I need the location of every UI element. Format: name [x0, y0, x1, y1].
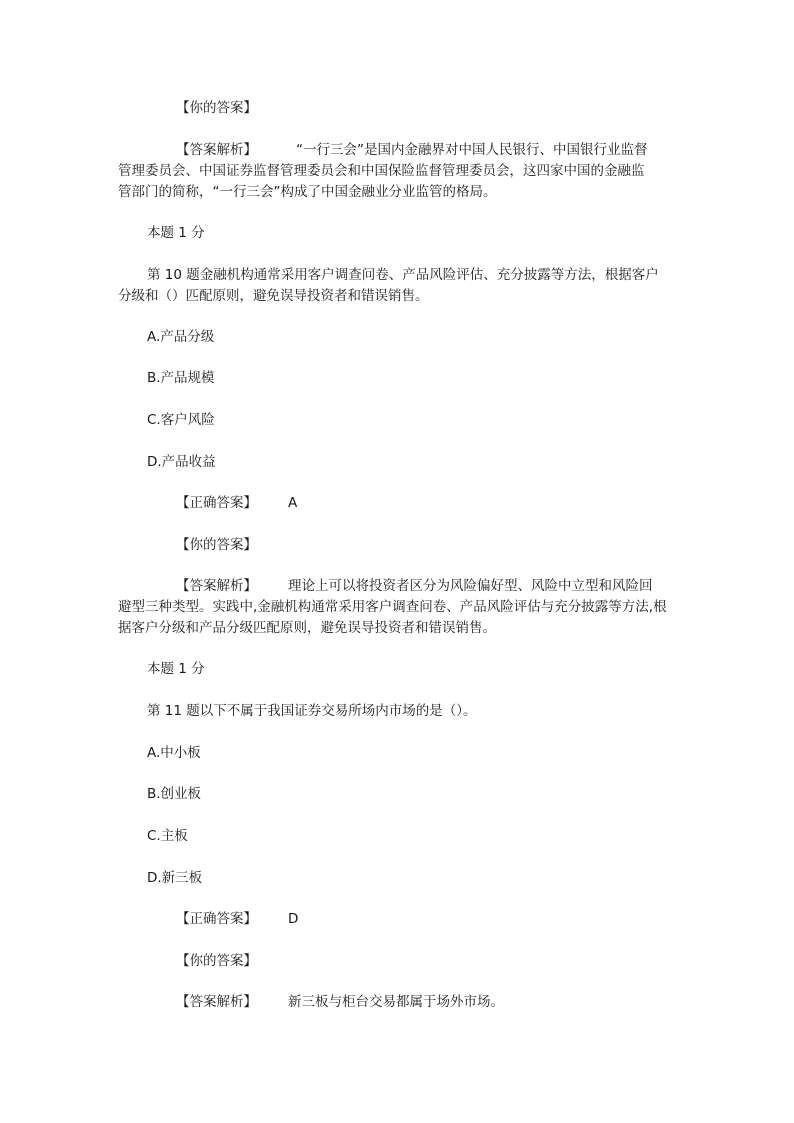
question-score: 本题 1 分: [147, 661, 205, 677]
answer-analysis-continued: 管理委员会、中国证券监督管理委员会和中国保险监督管理委员会，这四家中国的金融监: [118, 163, 645, 179]
answer-analysis-text: “一行三会”是国内金融界对中国人民银行、中国银行业监督: [296, 142, 648, 158]
question-text: 第 11 题以下不属于我国证券交易所场内市场的是（）。: [147, 703, 477, 719]
correct-answer-label: 【正确答案】: [176, 911, 257, 927]
answer-analysis-label: 【答案解析】: [176, 142, 257, 158]
option-a: A.产品分级: [147, 329, 215, 345]
answer-analysis-continued: 管部门的简称，“一行三会”构成了中国金融业分业监管的格局。: [118, 184, 497, 200]
your-answer-label: 【你的答案】: [176, 537, 257, 553]
correct-answer-row: [176, 909, 298, 929]
your-answer-label: 【你的答案】: [176, 953, 257, 969]
answer-analysis-row: [176, 140, 648, 160]
option-a: A.中小板: [147, 745, 201, 761]
answer-analysis-continued: 据客户分级和产品分级匹配原则，避免误导投资者和错误销售。: [118, 620, 496, 636]
answer-analysis-continued: 避型三种类型。实践中,金融机构通常采用客户调查问卷、产品风险评估与充分披露等方法,根: [118, 599, 667, 615]
correct-answer-value: A: [288, 495, 298, 511]
question-text: 第 10 题金融机构通常采用客户调查问卷、产品风险评估、充分披露等方法，根据客户: [147, 267, 659, 283]
option-d: D.新三板: [147, 870, 203, 886]
option-b: B.创业板: [147, 786, 202, 802]
answer-analysis-text: 理论上可以将投资者区分为风险偏好型、风险中立型和风险回: [288, 578, 653, 594]
answer-analysis-row: [176, 576, 653, 596]
correct-answer-row: [176, 493, 297, 513]
correct-answer-label: 【正确答案】: [176, 495, 257, 511]
your-answer-row: [176, 535, 280, 555]
option-c: C.主板: [147, 828, 188, 844]
answer-analysis-row: [176, 992, 504, 1012]
option-d: D.产品收益: [147, 454, 216, 470]
answer-analysis-text: 新三板与柜台交易都属于场外市场。: [288, 994, 504, 1010]
correct-answer-value: D: [288, 911, 299, 927]
your-answer-label: 【你的答案】: [176, 100, 257, 116]
question-score: 本题 1 分: [147, 225, 205, 241]
option-b: B.产品规模: [147, 370, 215, 386]
option-c: C.客户风险: [147, 412, 215, 428]
answer-analysis-label: 【答案解析】: [176, 578, 257, 594]
your-answer-row: [176, 98, 280, 118]
answer-analysis-label: 【答案解析】: [176, 994, 257, 1010]
question-text-continued: 分级和（）匹配原则，避免误导投资者和错误销售。: [118, 288, 429, 304]
your-answer-row: [176, 951, 280, 971]
